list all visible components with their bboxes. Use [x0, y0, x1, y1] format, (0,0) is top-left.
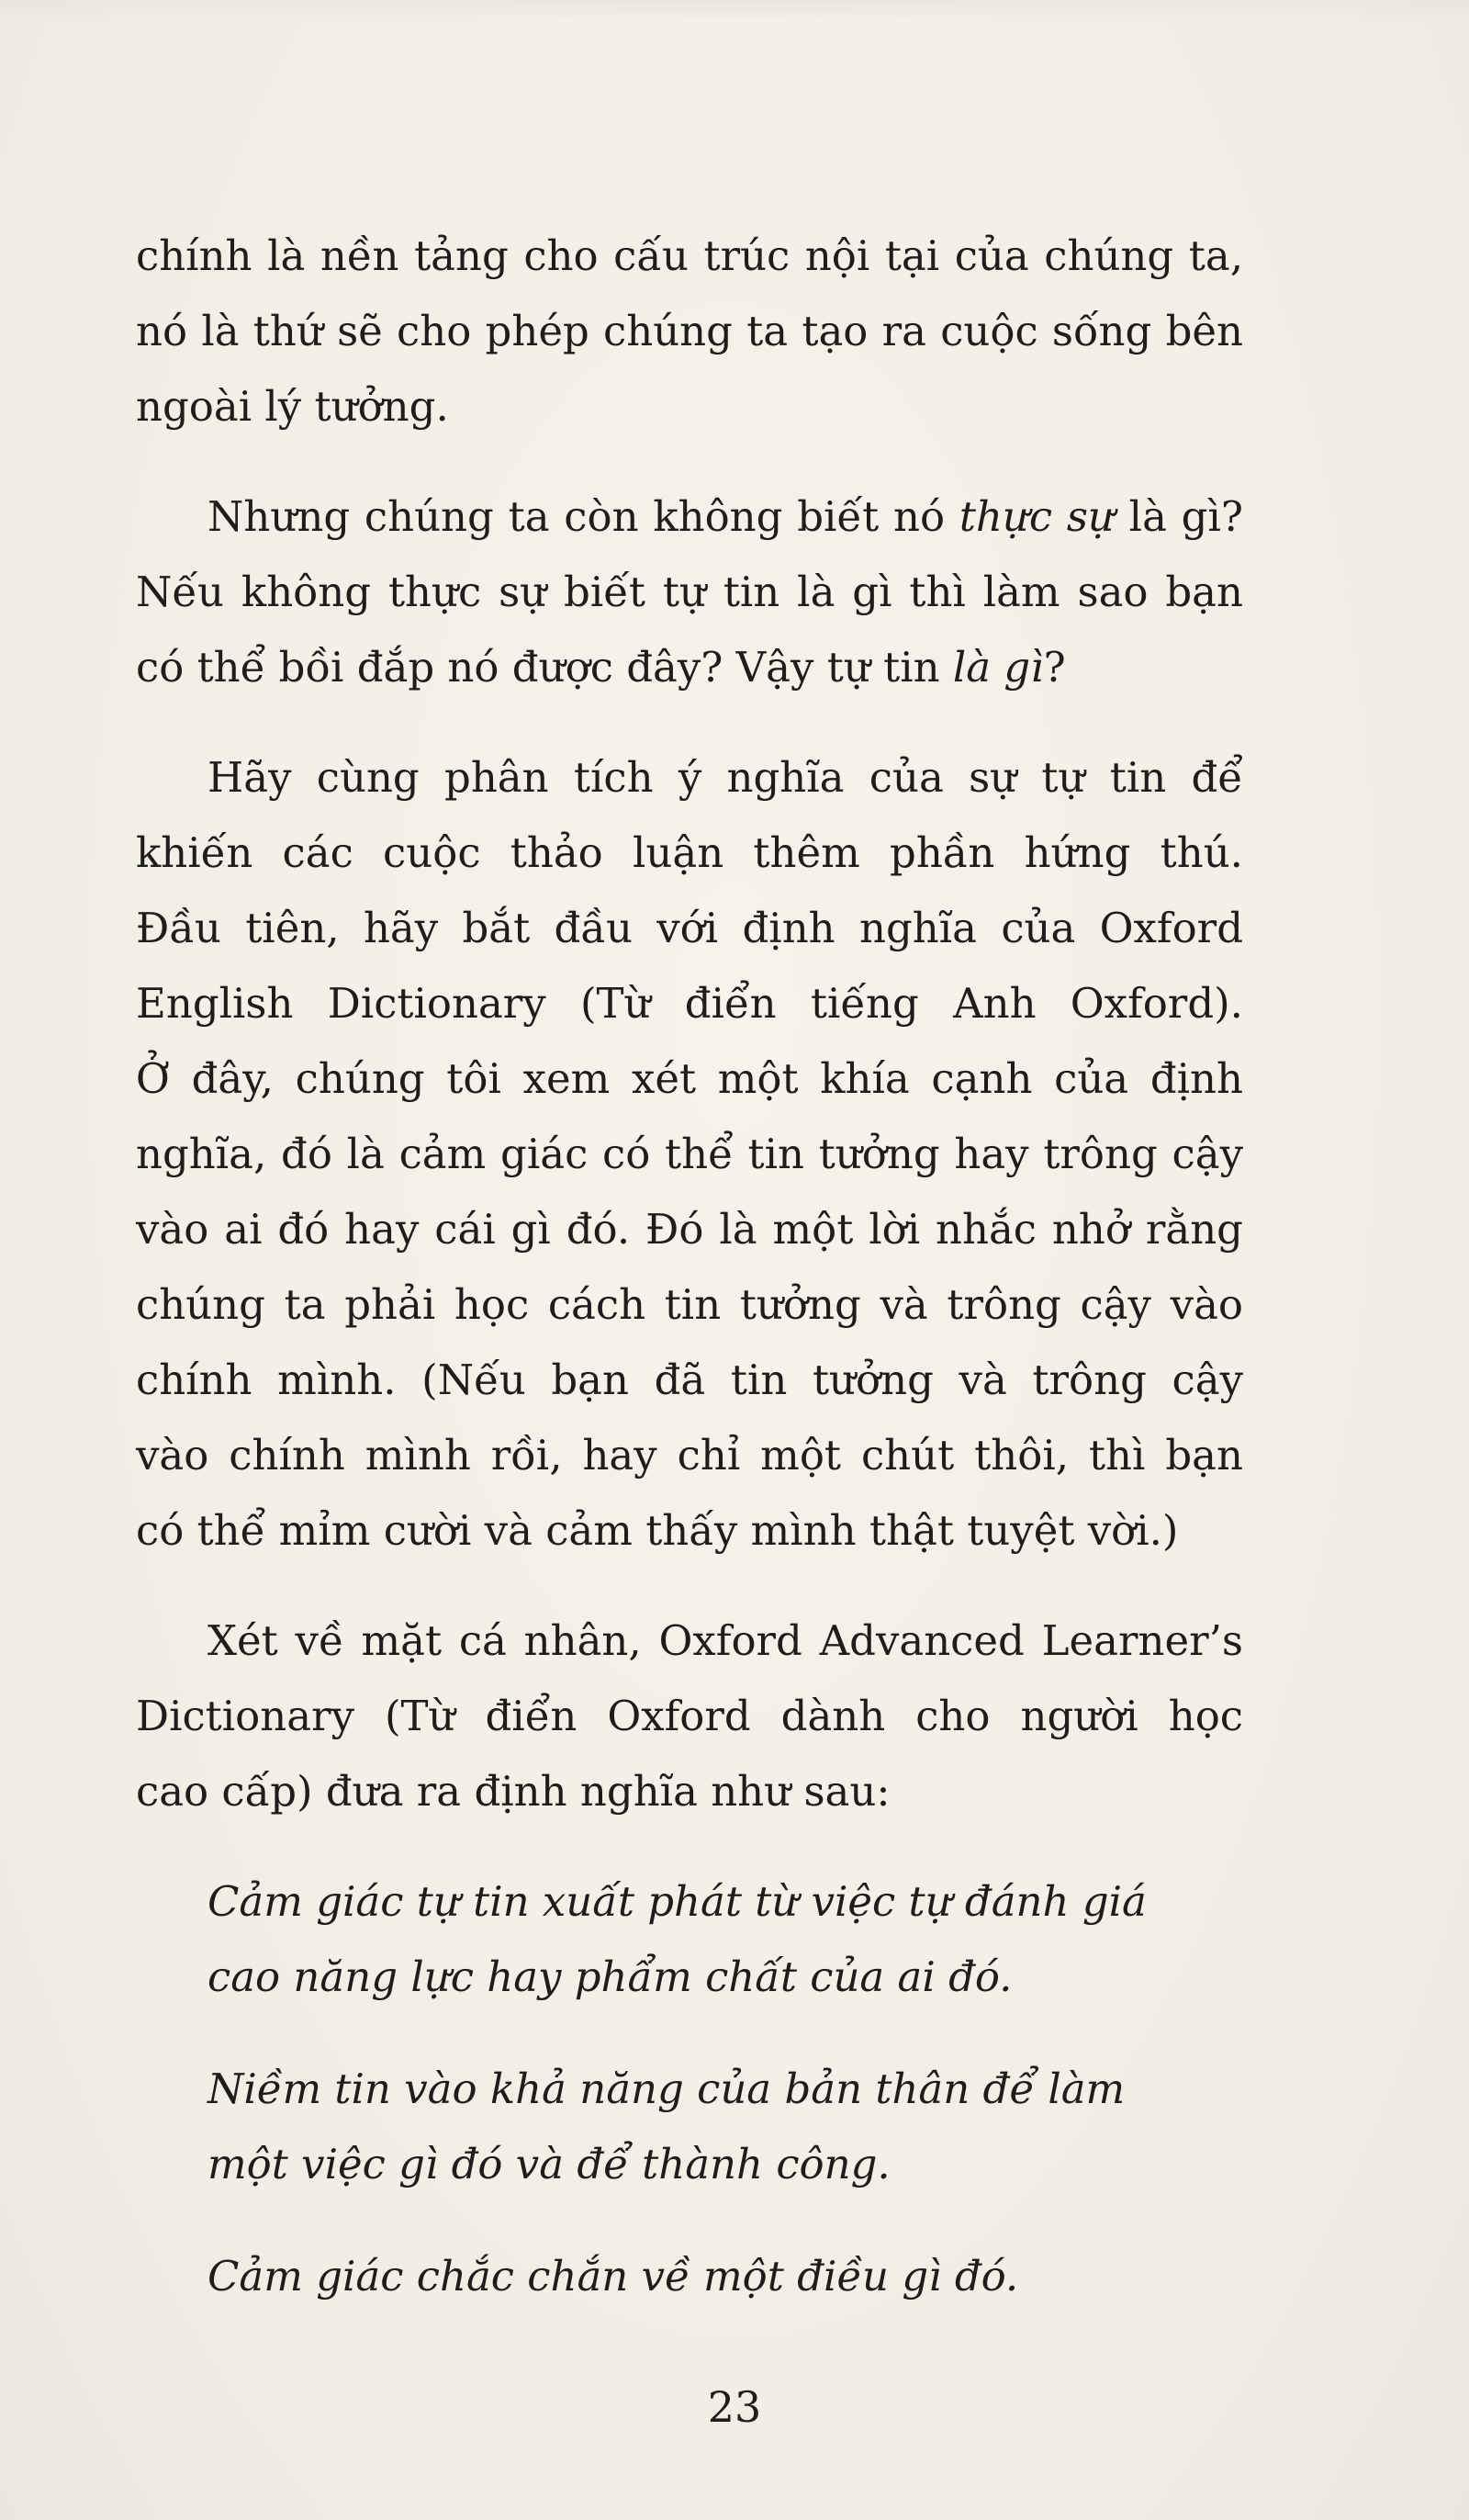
quote-line: một việc gì đó và để thành công.	[207, 2140, 891, 2188]
paragraph-2	[136, 479, 1243, 705]
text-line: vào ai đó hay cái gì đó. Đó là một lời nhắc nhở rằng	[136, 1205, 1243, 1254]
definition-quote-1	[207, 1864, 1243, 2015]
text-line: ngoài lý tưởng.	[136, 382, 449, 431]
text-run: ?	[1043, 643, 1066, 692]
text-line: Ở đây, chúng tôi xem xét một khía cạnh của định	[136, 1054, 1243, 1103]
paragraph-1	[136, 219, 1243, 444]
definition-quotes	[207, 1864, 1243, 2314]
text-line	[136, 479, 1243, 555]
text-run: Nhưng chúng ta còn không biết nó	[207, 492, 959, 541]
paragraph-4	[136, 1603, 1243, 1829]
definition-quote-2	[207, 2052, 1243, 2202]
text-line: nghĩa, đó là cảm giác có thể tin tưởng hay trông cậy	[136, 1130, 1243, 1178]
text-line: Hãy cùng phân tích ý nghĩa của sự tự tin để	[207, 753, 1243, 802]
quote-line: Niềm tin vào khả năng của bản thân để làm	[207, 2064, 1126, 2113]
quote-line: Cảm giác chắc chắn về một điều gì đó.	[207, 2252, 1019, 2301]
body-text	[136, 219, 1243, 2351]
text-run: có thể bồi đắp nó được đây? Vậy tự tin	[136, 643, 953, 692]
text-line: chúng ta phải học cách tin tưởng và trông cậy vào	[136, 1280, 1243, 1329]
text-line: chính là nền tảng cho cấu trúc nội tại của chúng ta,	[136, 231, 1243, 280]
quote-line: Cảm giác tự tin xuất phát từ việc tự đánh giá	[207, 1877, 1147, 1926]
text-line: Dictionary (Từ điển Oxford dành cho người học	[136, 1692, 1243, 1740]
paragraph-3	[136, 740, 1243, 1569]
definition-quote-3	[207, 2239, 1243, 2314]
text-line: vào chính mình rồi, hay chỉ một chút thôi, thì bạn	[136, 1431, 1243, 1479]
text-line: chính mình. (Nếu bạn đã tin tưởng và trông cậy	[136, 1356, 1243, 1404]
italic-text: thực sự	[959, 492, 1115, 541]
text-run: là gì?	[1114, 492, 1243, 541]
quote-line: cao năng lực hay phẩm chất của ai đó.	[207, 1952, 1013, 2001]
text-line	[136, 630, 1243, 705]
text-line: Xét về mặt cá nhân, Oxford Advanced Learner’s	[207, 1616, 1243, 1665]
text-line: Đầu tiên, hãy bắt đầu với định nghĩa của Oxford	[136, 904, 1243, 952]
text-line: có thể mỉm cười và cảm thấy mình thật tuyệt vời.)	[136, 1506, 1179, 1555]
text-line: khiến các cuộc thảo luận thêm phần hứng thú.	[136, 828, 1243, 877]
italic-text: là gì	[952, 643, 1044, 692]
text-line: cao cấp) đưa ra định nghĩa như sau:	[136, 1767, 891, 1816]
text-line: Nếu không thực sự biết tự tin là gì thì làm sao bạn	[136, 568, 1243, 616]
text-line: nó là thứ sẽ cho phép chúng ta tạo ra cuộc sống bên	[136, 307, 1243, 355]
page-top-edge	[0, 0, 1469, 20]
text-line: English Dictionary (Từ điển tiếng Anh Oxford).	[136, 979, 1243, 1028]
page-number: 23	[707, 2382, 762, 2432]
